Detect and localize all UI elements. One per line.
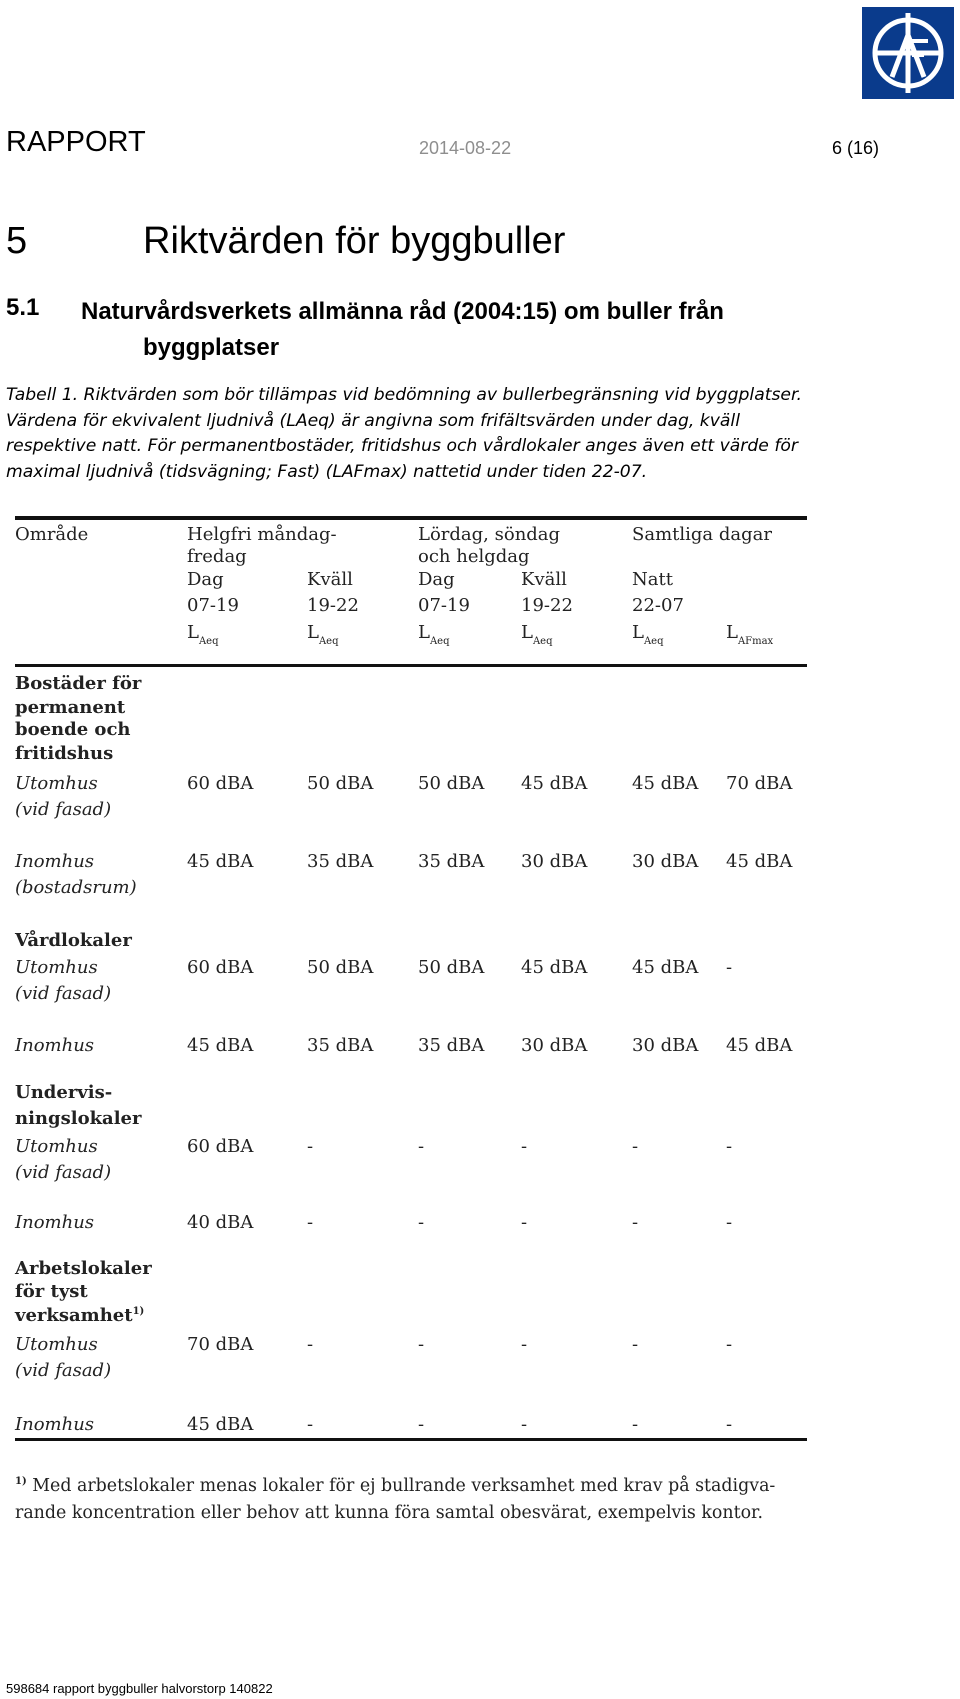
period-name: Dag bbox=[418, 569, 455, 590]
row-label: Inomhus bbox=[15, 1035, 95, 1056]
measure-base: L bbox=[632, 622, 644, 643]
value-cell: 45 dBA bbox=[726, 1035, 793, 1056]
measure-subscript: Aeq bbox=[429, 636, 450, 647]
period-name: Dag bbox=[187, 569, 224, 590]
category-title: ningslokaler bbox=[15, 1108, 142, 1129]
row-label: Inomhus bbox=[15, 1414, 95, 1435]
row-label: Utomhus bbox=[15, 1136, 98, 1157]
category-title: Bostäder för bbox=[15, 673, 142, 694]
period-time: 22-07 bbox=[632, 595, 684, 616]
table-footnote bbox=[15, 1468, 815, 1527]
row-label: (vid fasad) bbox=[15, 1360, 112, 1381]
value-cell: - bbox=[632, 1212, 639, 1233]
row-label: Utomhus bbox=[15, 773, 98, 794]
measure-base: L bbox=[521, 622, 533, 643]
period-group-header: Helgfri måndag- bbox=[187, 524, 337, 545]
measure-label bbox=[307, 622, 339, 647]
period-time: 19-22 bbox=[307, 595, 359, 616]
value-cell: - bbox=[418, 1334, 425, 1355]
row-label: (bostadsrum) bbox=[15, 877, 137, 898]
period-group-header: Lördag, söndag bbox=[418, 524, 561, 545]
table-rule bbox=[15, 516, 807, 520]
value-cell: 35 dBA bbox=[418, 851, 485, 872]
value-cell: - bbox=[307, 1414, 314, 1435]
value-cell: 35 dBA bbox=[307, 851, 374, 872]
measure-label bbox=[521, 622, 553, 647]
measure-subscript: Aeq bbox=[532, 636, 553, 647]
period-time: 07-19 bbox=[418, 595, 470, 616]
row-label: Inomhus bbox=[15, 851, 95, 872]
value-cell: 50 dBA bbox=[307, 773, 374, 794]
period-group-header: och helgdag bbox=[418, 546, 530, 567]
value-cell: - bbox=[726, 1212, 733, 1233]
value-cell: - bbox=[726, 957, 733, 978]
value-cell: 60 dBA bbox=[187, 773, 254, 794]
table-rule bbox=[15, 1438, 807, 1441]
value-cell: 45 dBA bbox=[632, 773, 699, 794]
value-cell: - bbox=[521, 1212, 528, 1233]
value-cell: - bbox=[726, 1334, 733, 1355]
period-time: 19-22 bbox=[521, 595, 573, 616]
measure-base: L bbox=[418, 622, 430, 643]
value-cell: - bbox=[307, 1136, 314, 1157]
subsection-title-line: byggplatser bbox=[143, 334, 280, 361]
category-title: för tyst bbox=[15, 1281, 88, 1302]
value-cell: - bbox=[726, 1136, 733, 1157]
value-cell: 45 dBA bbox=[726, 851, 793, 872]
value-cell: 35 dBA bbox=[418, 1035, 485, 1056]
value-cell: - bbox=[418, 1136, 425, 1157]
value-cell: 40 dBA bbox=[187, 1212, 254, 1233]
section-title: Riktvärden för byggbuller bbox=[143, 220, 566, 262]
category-title: Undervis- bbox=[15, 1082, 113, 1103]
period-name: Kväll bbox=[521, 569, 567, 590]
value-cell: 30 dBA bbox=[632, 851, 699, 872]
value-cell: - bbox=[418, 1212, 425, 1233]
footnote-text: Med arbetslokaler menas lokaler för ej bullrande verksamhet med krav på stadigva-rande koncentration eller behov att kunna föra samtal obesvärat, exempelvis kontor. bbox=[15, 1475, 776, 1523]
measure-label bbox=[418, 622, 450, 647]
row-label: Utomhus bbox=[15, 1334, 98, 1355]
value-cell: - bbox=[632, 1334, 639, 1355]
measure-base: L bbox=[187, 622, 199, 643]
measure-base: L bbox=[307, 622, 319, 643]
value-cell: 30 dBA bbox=[632, 1035, 699, 1056]
value-cell: - bbox=[632, 1136, 639, 1157]
period-name: Kväll bbox=[307, 569, 353, 590]
subsection-number: 5.1 bbox=[6, 294, 40, 321]
value-cell: 45 dBA bbox=[521, 773, 588, 794]
row-label: (vid fasad) bbox=[15, 1162, 112, 1183]
value-cell: 60 dBA bbox=[187, 957, 254, 978]
value-cell: 30 dBA bbox=[521, 851, 588, 872]
value-cell: - bbox=[521, 1414, 528, 1435]
measure-subscript: Aeq bbox=[198, 636, 219, 647]
value-cell: 50 dBA bbox=[307, 957, 374, 978]
value-cell: - bbox=[418, 1414, 425, 1435]
value-cell: - bbox=[632, 1414, 639, 1435]
period-time: 07-19 bbox=[187, 595, 239, 616]
page-footer: 598684 rapport byggbuller halvorstorp 140822 bbox=[6, 1681, 273, 1696]
measure-subscript: Aeq bbox=[643, 636, 664, 647]
period-name: Natt bbox=[632, 569, 673, 590]
row-label: Inomhus bbox=[15, 1212, 95, 1233]
measure-subscript: AFmax bbox=[737, 636, 774, 647]
category-title: Arbetslokaler bbox=[15, 1258, 152, 1279]
category-title: verksamhet$^{1)}$ bbox=[15, 1305, 145, 1326]
value-cell: 70 dBA bbox=[726, 773, 793, 794]
category-title: fritidshus bbox=[15, 743, 114, 764]
value-cell: 45 dBA bbox=[521, 957, 588, 978]
subsection-title-line: Naturvårdsverkets allmänna råd (2004:15) om buller från bbox=[81, 298, 724, 325]
report-title: RAPPORT bbox=[6, 126, 146, 158]
value-cell: - bbox=[726, 1414, 733, 1435]
category-footnote-ref: 1) bbox=[132, 1306, 145, 1317]
row-label: (vid fasad) bbox=[15, 983, 112, 1004]
page-number: 6 (16) bbox=[832, 138, 880, 158]
value-cell: 45 dBA bbox=[187, 1035, 254, 1056]
value-cell: 35 dBA bbox=[307, 1035, 374, 1056]
value-cell: 45 dBA bbox=[187, 1414, 254, 1435]
measure-label bbox=[726, 622, 773, 647]
value-cell: 60 dBA bbox=[187, 1136, 254, 1157]
footnote-marker: 1) bbox=[15, 1476, 27, 1487]
measure-label bbox=[187, 622, 219, 647]
row-label: Utomhus bbox=[15, 957, 98, 978]
category-title: Vårdlokaler bbox=[15, 930, 132, 951]
report-date: 2014-08-22 bbox=[419, 138, 512, 158]
area-header: Område bbox=[15, 524, 89, 545]
value-cell: 50 dBA bbox=[418, 773, 485, 794]
measure-subscript: Aeq bbox=[318, 636, 339, 647]
period-group-header: fredag bbox=[187, 546, 247, 567]
category-title: boende och bbox=[15, 719, 131, 740]
category-title: permanent bbox=[15, 697, 126, 718]
table-caption: Tabell 1. Riktvärden som bör tillämpas vid bedömning av bullerbegränsning vid byggplatser. Värdena för ekvivalent ljudnivå (LAeq) är angivna som frifältsvärden under dag, kväll respektive natt. För permanentbostäder, fritidshus och vårdlokaler anges även ett värde för maximal ljudnivå (tidsvägning; Fast) (LAFmax) nattetid under tiden 22-07. bbox=[6, 385, 802, 482]
section-number: 5 bbox=[6, 220, 28, 262]
value-cell: 70 dBA bbox=[187, 1334, 254, 1355]
value-cell: - bbox=[307, 1334, 314, 1355]
value-cell: - bbox=[307, 1212, 314, 1233]
row-label: (vid fasad) bbox=[15, 799, 112, 820]
value-cell: - bbox=[521, 1136, 528, 1157]
measure-base: L bbox=[726, 622, 738, 643]
value-cell: 45 dBA bbox=[632, 957, 699, 978]
value-cell: - bbox=[521, 1334, 528, 1355]
table-rule bbox=[15, 664, 807, 667]
value-cell: 45 dBA bbox=[187, 851, 254, 872]
value-cell: 30 dBA bbox=[521, 1035, 588, 1056]
measure-label bbox=[632, 622, 664, 647]
value-cell: 50 dBA bbox=[418, 957, 485, 978]
period-group-header: Samtliga dagar bbox=[632, 524, 772, 545]
